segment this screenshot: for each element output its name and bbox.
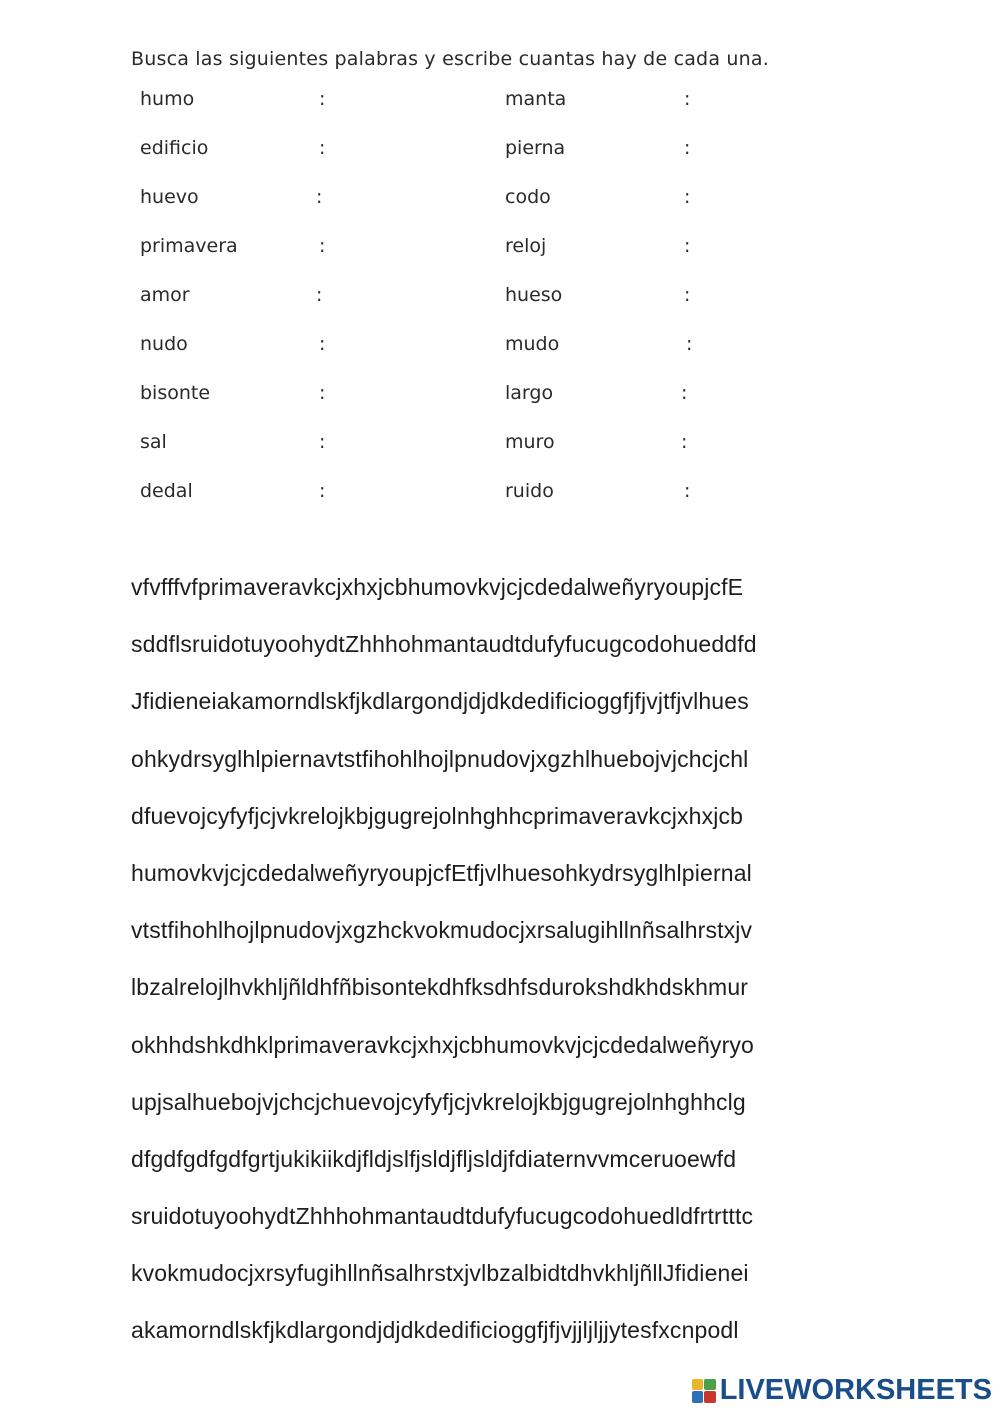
word-item-left: nudo xyxy=(140,333,188,355)
word-separator: : xyxy=(319,235,326,257)
word-separator: : xyxy=(684,137,691,159)
word-item-left: amor xyxy=(140,284,190,306)
word-item-left: humo xyxy=(140,88,195,110)
logo-badge-icon xyxy=(692,1379,716,1403)
word-item-left: sal xyxy=(140,431,167,453)
word-separator: : xyxy=(319,88,326,110)
letter-puzzle xyxy=(131,571,891,1372)
puzzle-line: dfuevojcyfyfjcjvkrelojkbjgugrejolnhghhcprimaveravkcjxhxjcb xyxy=(131,802,744,829)
logo-badge-square xyxy=(692,1391,704,1403)
word-item-right: muro xyxy=(505,431,555,453)
puzzle-line: ohkydrsyglhlpiernavtstfihohlhojlpnudovjxgzhlhuebojvjchcjchl xyxy=(131,745,749,772)
puzzle-line: kvokmudocjxrsyfugihllnñsalhrstxjvlbzalbidtdhvkhljñllJfidienei xyxy=(131,1260,749,1287)
puzzle-line: vfvfffvfprimaveravkcjxhxjcbhumovkvjcjcdedalweñyryoupjcfE xyxy=(131,574,744,600)
word-item-left: huevo xyxy=(140,186,199,208)
word-separator: : xyxy=(319,333,326,355)
word-separator: : xyxy=(319,137,326,159)
word-item-right: codo xyxy=(505,186,551,208)
word-separator: : xyxy=(319,431,326,453)
logo-badge-square xyxy=(704,1379,716,1391)
logo-text: LIVEWORKSHEETS xyxy=(719,1374,992,1406)
puzzle-line: humovkvjcjcdedalweñyryoupjcfEtfjvlhuesohkydrsyglhlpiernal xyxy=(131,859,752,886)
puzzle-line: dfgdfgdfgdfgrtjukikiikdjfldjslfjsldjfljsldjfdiaternvvmceruoewfd xyxy=(131,1145,737,1172)
word-separator: : xyxy=(684,235,691,257)
word-separator: : xyxy=(319,382,326,404)
logo-badge-square xyxy=(692,1379,704,1391)
puzzle-line: sddflsruidotuyoohydtZhhhohmantaudtdufyfucugcodohueddfd xyxy=(131,631,757,658)
puzzle-line: akamorndlskfjkdlargondjdjdkdedificioggfjfjvjjljljjytesfxcnpodl xyxy=(131,1317,739,1344)
puzzle-line: okhhdshkdhklprimaveravkcjxhxjcbhumovkvjcjcdedalweñyryo xyxy=(131,1031,754,1058)
word-item-right: largo xyxy=(505,382,554,404)
word-item-right: mudo xyxy=(505,333,560,355)
word-separator: : xyxy=(319,480,326,502)
puzzle-line: lbzalrelojlhvkhljñldhfñbisontekdhfksdhfsdurokshdkhdskhmur xyxy=(131,974,749,1001)
puzzle-line: upjsalhuebojvjchcjchuevojcyfyfjcjvkrelojkbjgugrejolnhghhclg xyxy=(131,1088,746,1115)
word-item-right: pierna xyxy=(505,137,566,159)
word-separator: : xyxy=(684,480,691,502)
puzzle-line: vtstfihohlhojlpnudovjxgzhckvokmudocjxrsalugihllnñsalhrstxjv xyxy=(131,917,753,944)
word-item-left: edificio xyxy=(140,137,209,159)
word-item-left: bisonte xyxy=(140,382,211,404)
word-item-right: manta xyxy=(505,88,567,110)
puzzle-line: sruidotuyoohydtZhhhohmantaudtdufyfucugcodohuedldfrtrtttc xyxy=(131,1203,754,1230)
word-item-right: reloj xyxy=(505,235,547,257)
instructions-text: Busca las siguientes palabras y escribe cuantas hay de cada una. xyxy=(131,48,769,70)
word-item-right: hueso xyxy=(505,284,563,306)
word-separator: : xyxy=(681,382,688,404)
word-item-left: primavera xyxy=(140,235,238,257)
word-separator: : xyxy=(316,186,323,208)
logo-badge-square xyxy=(704,1391,716,1403)
word-separator: : xyxy=(316,284,323,306)
liveworksheets-logo[interactable] xyxy=(692,1374,992,1407)
word-item-left: dedal xyxy=(140,480,193,502)
puzzle-line: Jfidieneiakamorndlskfjkdlargondjdjdkdedificioggfjfjvjtfjvlhues xyxy=(131,688,749,715)
word-separator: : xyxy=(686,333,693,355)
word-separator: : xyxy=(681,431,688,453)
word-list xyxy=(0,0,1000,520)
word-item-right: ruido xyxy=(505,480,554,502)
word-separator: : xyxy=(684,186,691,208)
word-separator: : xyxy=(684,284,691,306)
word-separator: : xyxy=(684,88,691,110)
